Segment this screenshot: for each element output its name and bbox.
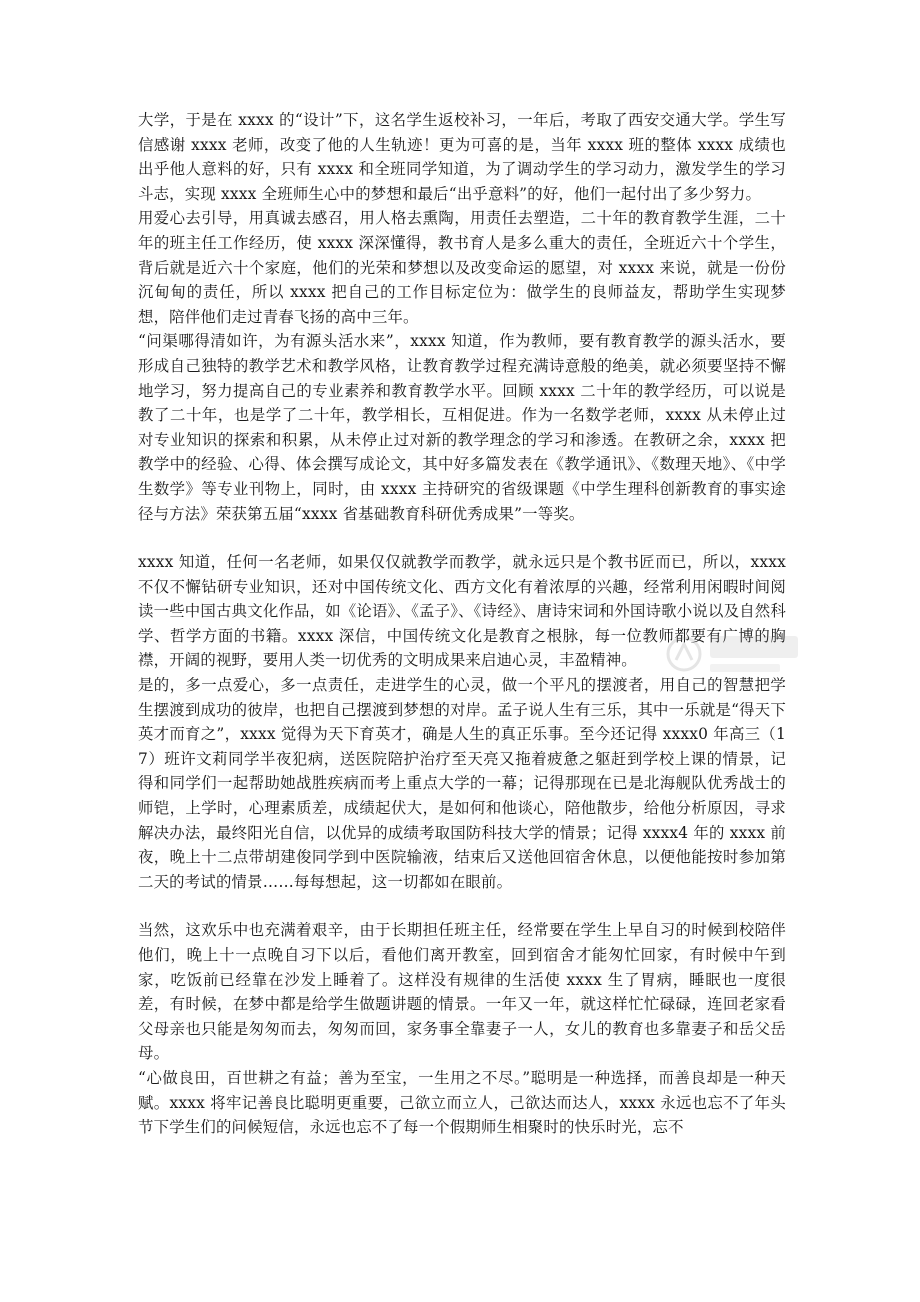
paragraph-5: 是的，多一点爱心，多一点责任，走进学生的心灵，做一个平凡的摆渡者，用自己的智慧把学生摆渡到成功的彼岸，也把自己摆渡到梦想的对岸。孟子说人生有三乐，其中一乐就是“得天下英才而育之”，xxxx 觉得为天下育英才，确是人生的真正乐事。至今还记得 xxxx0 年高三（17）班许文莉同学半夜犯病，送医院陪护治疗至天亮又拖着疲惫之躯赶到学校上课的情景，记得和同学们一起帮助她战胜疾病而考上重点大学的一幕；记得那现在已是北海舰队优秀战士的师铠，上学时，心理素质差，成绩起伏大，是如何和他谈心，陪他散步，给他分析原因，寻求解决办法，最终阳光自信，以优异的成绩考取国防科技大学的情景；记得 xxxx4 年的 xxxx 前夜，晚上十二点带胡建俊同学到中医院输液，结束后又送他回宿舍休息，以便他能按时参加第二天的考试的情景……每每想起，这一切都如在眼前。	[138, 676, 786, 891]
document-body	[138, 108, 786, 1140]
paragraph-6: 当然，这欢乐中也充满着艰辛，由于长期担任班主任，经常要在学生上早自习的时候到校陪伴他们，晚上十一点晚自习下以后，看他们离开教室，回到宿舍才能匆忙回家，有时候中午到家，吃饭前已经靠在沙发上睡着了。这样没有规律的生活使 xxxx 生了胃病，睡眠也一度很差，有时候，在梦中都是给学生做题讲题的情景。一年又一年，就这样忙忙碌碌，连回老家看父母亲也只能是匆匆而去，匆匆而回，家务事全靠妻子一人，女儿的教育也多靠妻子和岳父岳母。	[138, 921, 786, 1063]
paragraph-1: 大学，于是在 xxxx 的“设计”下，这名学生返校补习，一年后，考取了西安交通大学。学生写信感谢 xxxx 老师，改变了他的人生轨迹！更为可喜的是，当年 xxxx 班的整体 xxxx 成绩也出乎他人意料的好，只有 xxxx 和全班同学知道，为了调动学生的学习动力，激发学生的学习斗志，实现 xxxx 全班师生心中的梦想和最后“出乎意料”的好，他们一起付出了多少努力。	[138, 111, 786, 203]
paragraph-gap	[138, 894, 786, 918]
paragraph-gap	[138, 526, 786, 550]
paragraph-3: “问渠哪得清如许，为有源头活水来”，xxxx 知道，作为教师，要有教育教学的源头活水，要形成自己独特的教学艺术和教学风格，让教育教学过程充满诗意般的绝美，就必须要坚持不懈地学习，努力提高自己的专业素养和教育教学水平。回顾 xxxx 二十年的教学经历，可以说是教了二十年，也是学了二十年，教学相长，互相促进。作为一名数学老师，xxxx 从未停止过对专业知识的探索和积累，从未停止过对新的教学理念的学习和渗透。在教研之余，xxxx 把教学中的经验、心得、体会撰写成论文，其中好多篇发表在《教学通讯》、《数理天地》、《中学生数学》等专业刊物上，同时，由 xxxx 主持研究的省级课题《中学生理科创新教育的事实途径与方法》荣获第五届“xxxx 省基础教育科研优秀成果”一等奖。	[138, 332, 786, 523]
paragraph-7: “心做良田，百世耕之有益；善为至宝，一生用之不尽。”聪明是一种选择，而善良却是一种天赋。xxxx 将牢记善良比聪明更重要，己欲立而立人，己欲达而达人，xxxx 永远也忘不了年头节下学生们的问候短信，永远也忘不了每一个假期师生相聚时的快乐时光，忘不	[138, 1068, 786, 1137]
paragraph-4: xxxx 知道，任何一名老师，如果仅仅就教学而教学，就永远只是个教书匠而已，所以，xxxx 不仅不懈钻研专业知识，还对中国传统文化、西方文化有着浓厚的兴趣，经常利用闲暇时间阅读一些中国古典文化作品，如《论语》、《孟子》、《诗经》、唐诗宋词和外国诗歌小说以及自然科学、哲学方面的书籍。xxxx 深信，中国传统文化是教育之根脉，每一位教师都要有广博的胸襟，开阔的视野，要用人类一切优秀的文明成果来启迪心灵，丰盈精神。	[138, 553, 786, 670]
paragraph-2: 用爱心去引导，用真诚去感召，用人格去熏陶，用责任去塑造，二十年的教育教学生涯，二十年的班主任工作经历，使 xxxx 深深懂得，教书育人是多么重大的责任，全班近六十个学生，背后就是近六十个家庭，他们的光荣和梦想以及改变命运的愿望，对 xxxx 来说，就是一份份沉甸甸的责任，所以 xxxx 把自己的工作目标定位为：做学生的良师益友，帮助学生实现梦想，陪伴他们走过青春飞扬的高中三年。	[138, 209, 786, 326]
